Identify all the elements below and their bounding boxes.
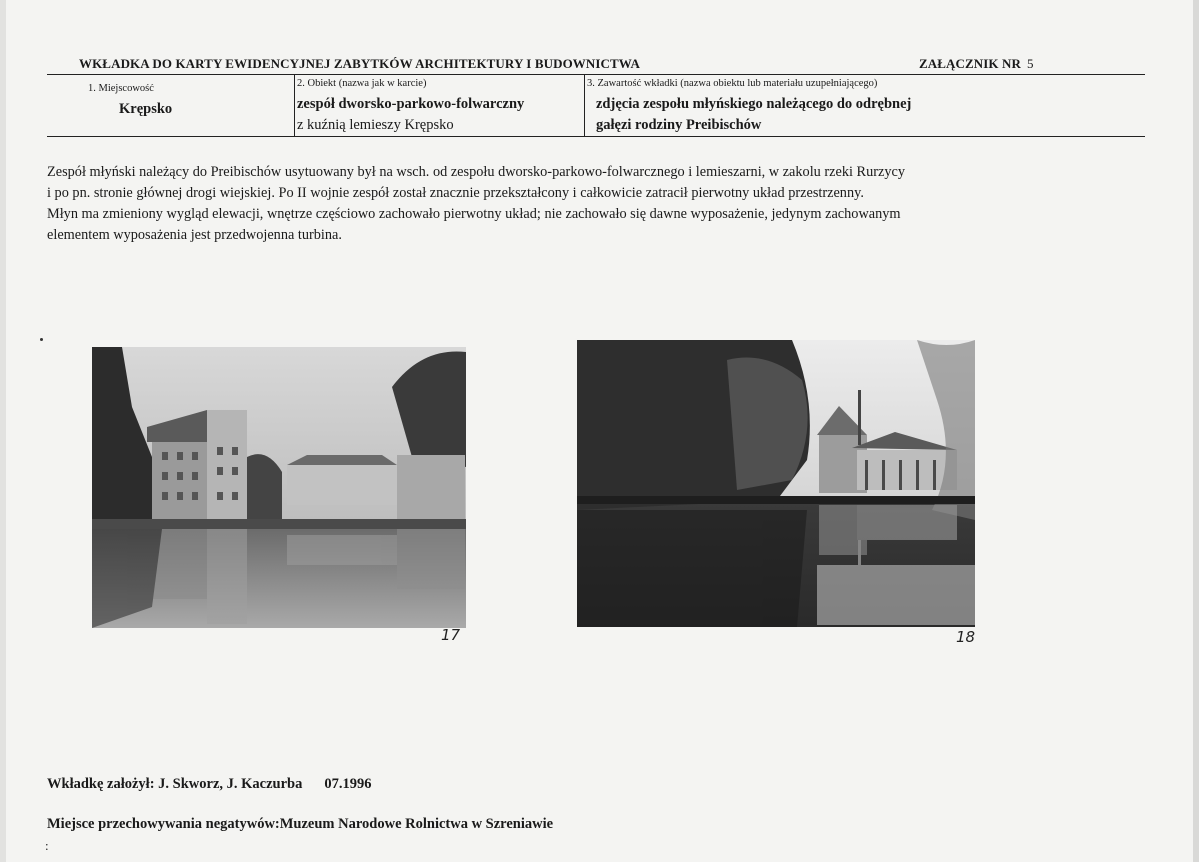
description	[47, 162, 1077, 246]
contents-value-line1: zdjęcia zespołu młyńskiego należącego do odrębnej	[596, 96, 912, 112]
attachment-number: 5	[1026, 56, 1034, 71]
photo-number: 17	[441, 626, 461, 644]
column-divider	[584, 75, 585, 137]
photo-mill-18	[577, 340, 975, 627]
author-line	[47, 776, 371, 793]
object-value-line1: zespół dworsko-parkowo-folwarczny	[297, 96, 525, 112]
contents-value-line2: gałęzi rodziny Preibischów	[596, 117, 762, 133]
header	[47, 56, 1145, 74]
location-value: Krępsko	[119, 101, 173, 117]
description-line: Młyn ma zmieniony wygląd elewacji, wnętrze częściowo zachowało pierwotny układ; nie zachowało się dawne wyposażenie, jedynym zachowanym	[47, 206, 901, 222]
header-bottom-rule	[47, 136, 1145, 137]
attachment-label: ZAŁĄCZNIK NR 5	[919, 56, 1034, 71]
author-text: Wkładkę założył: J. Skworz, J. Kaczurba	[47, 776, 303, 792]
storage-line: Miejsce przechowywania negatywów:Muzeum Narodowe Rolnictwa w Szreniawie	[47, 816, 554, 832]
scan-speck	[40, 338, 43, 341]
column-divider	[294, 75, 295, 137]
document-title: WKŁADKA DO KARTY EWIDENCYJNEJ ZABYTKÓW ARCHITEKTURY I BUDOWNICTWA	[79, 56, 640, 71]
photo-number: 18	[956, 628, 976, 646]
description-line: i po pn. stronie głównej drogi wiejskiej. Po II wojnie zespół został znacznie przekształcony i całkowicie zatracił pierwotny układ przestrzenny.	[47, 185, 864, 201]
contents-label: 3. Zawartość wkładki (nazwa obiektu lub materiału uzupełniającego)	[587, 78, 878, 89]
description-line: elementem wyposażenia jest przedwojenna turbina.	[47, 227, 342, 243]
object-value-line2: z kuźnią lemieszy Krępsko	[297, 117, 454, 133]
date: 07.1996	[324, 776, 372, 792]
description-line: Zespół młyński należący do Preibischów usytuowany był na wsch. od zespołu dworsko-parkowo-folwarcznego i lemieszarni, w zakolu rzeki Rurzycy	[47, 164, 905, 180]
photo-mill-17	[92, 347, 466, 628]
object-label: 2. Obiekt (nazwa jak w karcie)	[297, 78, 427, 89]
location-label: 1. Miejscowość	[88, 83, 154, 94]
trailing-mark: :	[45, 838, 49, 853]
header-top-rule	[47, 74, 1145, 75]
